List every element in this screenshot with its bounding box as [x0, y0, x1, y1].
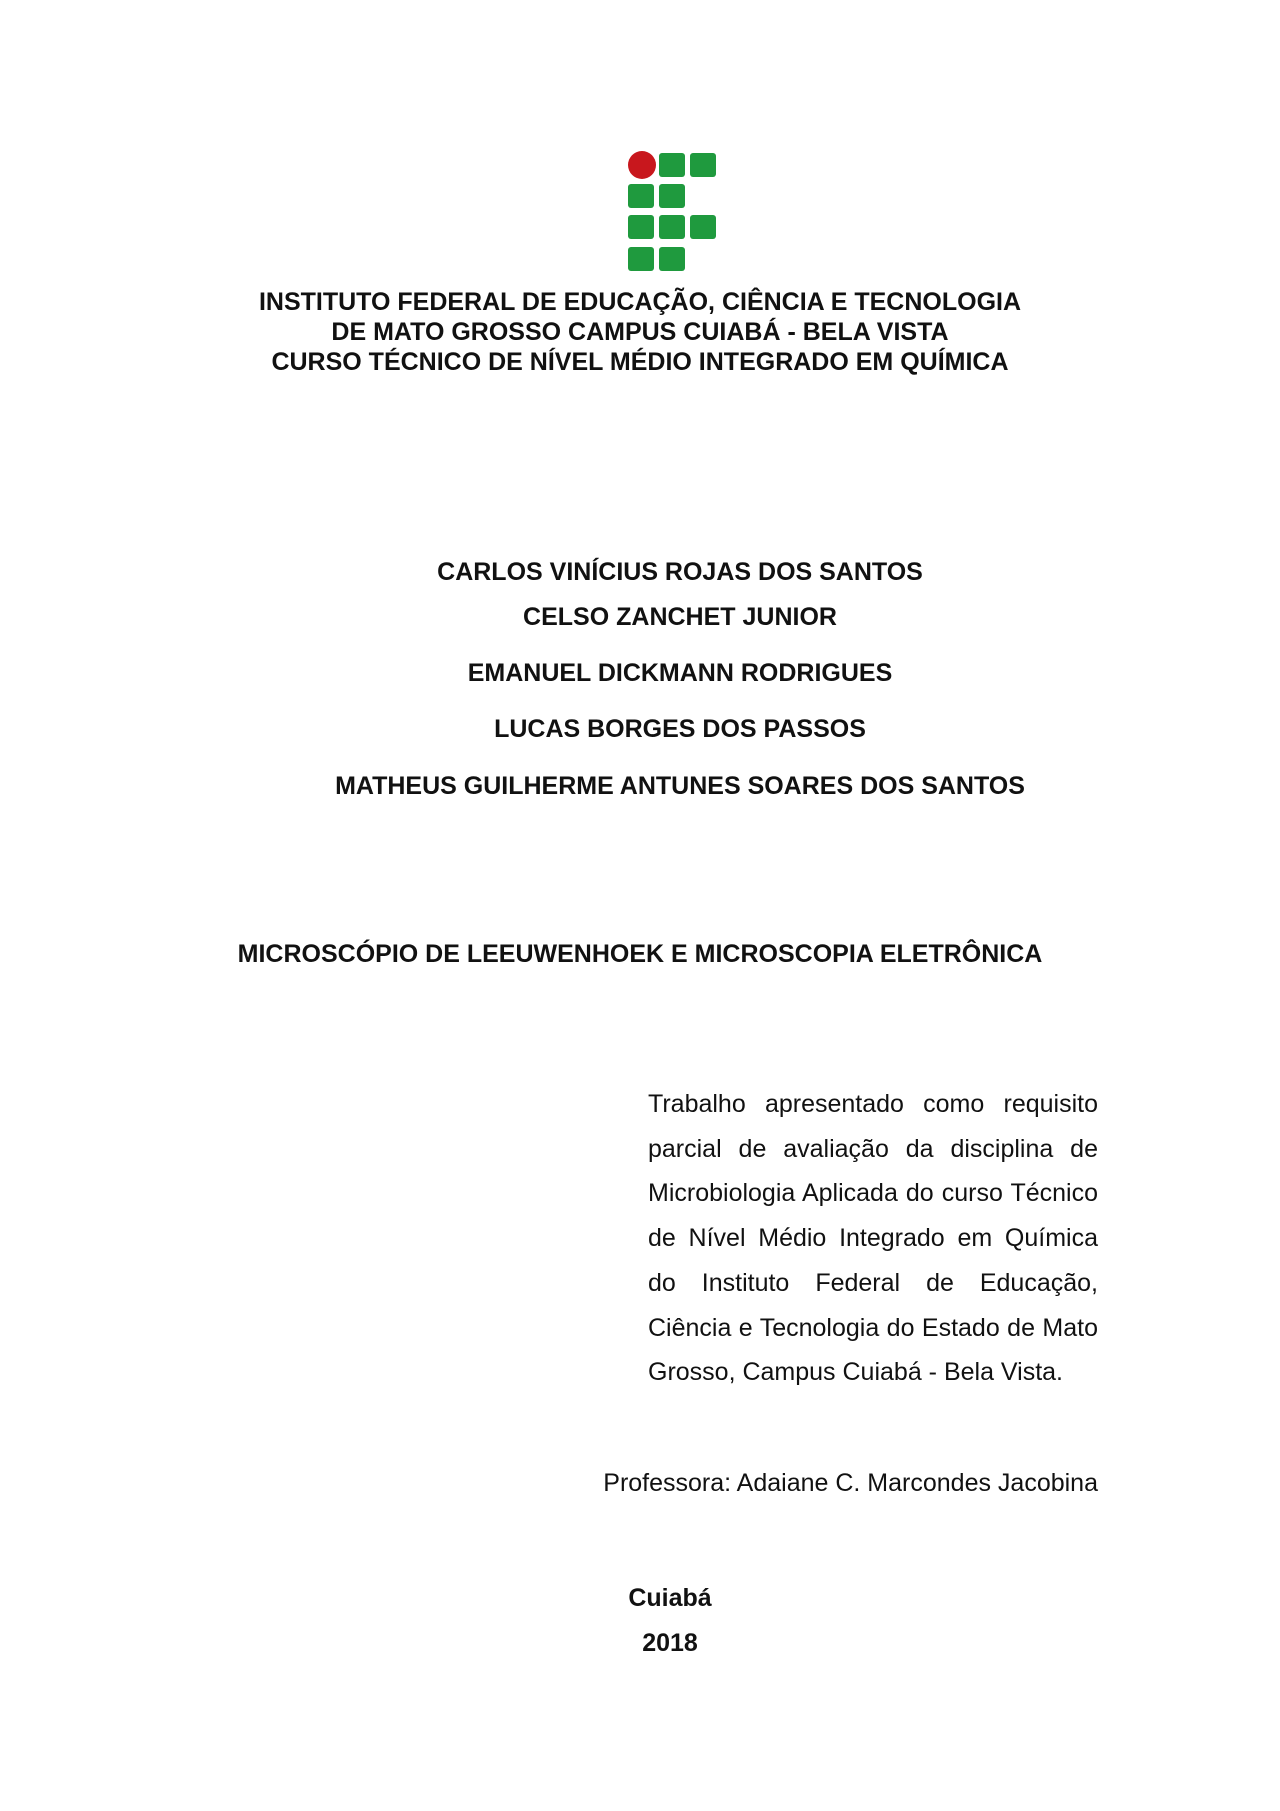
header-line-2: DE MATO GROSSO CAMPUS CUIABÁ - BELA VISTA: [331, 318, 949, 346]
logo-square: [659, 153, 685, 177]
institution-header: [0, 287, 1280, 377]
author-name: LUCAS BORGES DOS PASSOS: [494, 715, 866, 743]
institution-logo: [628, 151, 718, 273]
logo-square: [659, 184, 685, 208]
author-name: EMANUEL DICKMANN RODRIGUES: [467, 659, 893, 687]
author-name: CELSO ZANCHET JUNIOR: [523, 603, 837, 631]
logo-square: [628, 215, 654, 239]
author-name: MATHEUS GUILHERME ANTUNES SOARES DOS SANTOS: [335, 772, 1025, 800]
logo-square: [659, 247, 685, 271]
professor-name: Professora: Adaiane C. Marcondes Jacobina: [603, 1469, 1098, 1497]
logo-square: [628, 247, 654, 271]
logo-red-circle: [628, 151, 656, 179]
logo-square: [690, 153, 716, 177]
logo-square: [690, 215, 716, 239]
document-title: MICROSCÓPIO DE LEEUWENHOEK E MICROSCOPIA ELETRÔNICA: [237, 940, 1043, 968]
logo-square: [628, 184, 654, 208]
header-line-1: INSTITUTO FEDERAL DE EDUCAÇÃO, CIÊNCIA E TECNOLOGIA: [258, 288, 1022, 316]
logo-square: [659, 215, 685, 239]
header-line-3: CURSO TÉCNICO DE NÍVEL MÉDIO INTEGRADO EM QUÍMICA: [271, 348, 1009, 376]
place: Cuiabá: [628, 1584, 712, 1612]
year: 2018: [642, 1629, 698, 1657]
author-name: CARLOS VINÍCIUS ROJAS DOS SANTOS: [437, 558, 923, 586]
work-description: Trabalho apresentado como requisito parcial de avaliação da disciplina de Microbiologia Aplicada do curso Técnico de Nível Médio Integrado em Química do Instituto Federal de Educação, Ciência e Tecnologia do Estado de Mato Grosso, Campus Cuiabá - Bela Vista.: [648, 1090, 1098, 1387]
